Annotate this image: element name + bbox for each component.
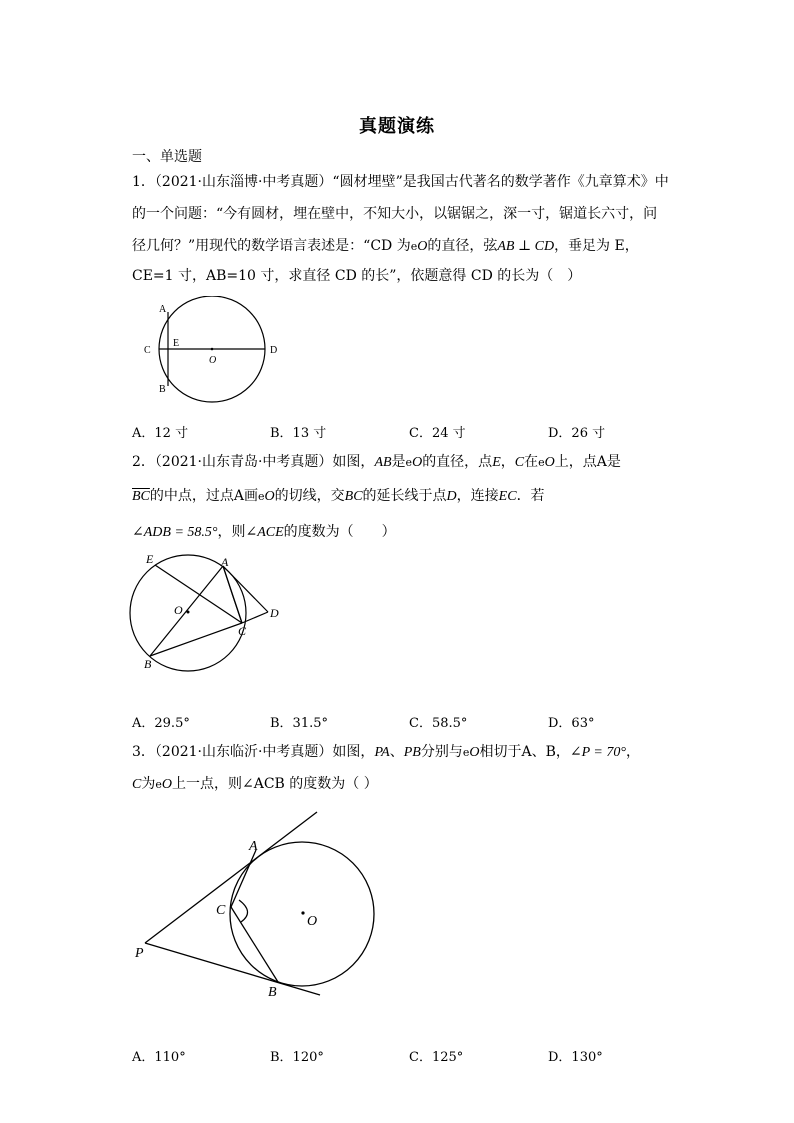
q1-line-4: CE=1 寸，AB=10 寸，求直径 CD 的长”，依题意得 CD 的长为（ ） bbox=[132, 268, 582, 284]
q2-line-1: 2．（2021·山东青岛·中考真题）如图，AB是eO的直径，点E，C在eO上，点A是 bbox=[132, 454, 621, 470]
q1-option-b[interactable]: B．13 寸 bbox=[270, 426, 327, 441]
q1-label-d: D bbox=[270, 345, 278, 356]
section-heading: 一、单选题 bbox=[132, 149, 202, 165]
q3-figure bbox=[130, 808, 390, 1008]
q1-label-a: A bbox=[159, 304, 167, 315]
q2-line-3: ∠ADB = 58.5°，则∠ACE的度数为（ ） bbox=[132, 524, 396, 540]
q3-option-a[interactable]: A．110° bbox=[132, 1050, 186, 1065]
page-title: 真题演练 bbox=[359, 116, 435, 137]
q1-label-e: E bbox=[173, 338, 180, 349]
q2-option-a[interactable]: A．29.5° bbox=[132, 716, 190, 731]
q1-line-1: 1．（2021·山东淄博·中考真题）“圆材埋壁”是我国古代著名的数学著作《九章算术》中 bbox=[132, 174, 669, 190]
q1-option-c[interactable]: C．24 寸 bbox=[409, 426, 466, 441]
q3-line-1: 3．（2021·山东临沂·中考真题）如图，PA、PB分别与eO相切于A、B，∠P = 70°， bbox=[132, 744, 640, 760]
q1-option-d[interactable]: D．26 寸 bbox=[548, 426, 606, 441]
q2-label-b: B bbox=[144, 657, 152, 671]
q3-label-b: B bbox=[268, 985, 277, 1000]
q2-line-2: $\overline{BC}$的中点，过点A画eO的切线，交BC的延长线于点D，连接EC．若 bbox=[132, 488, 545, 504]
q2-label-e: E bbox=[146, 552, 154, 566]
q3-label-a: A bbox=[249, 839, 258, 854]
q2-label-o: O bbox=[174, 603, 183, 617]
q1-label-c: C bbox=[144, 345, 151, 356]
q1-line-3: 径几何？”用现代的数学语言表述是：“CD 为eO的直径，弦AB ⊥ CD，垂足为 E， bbox=[132, 238, 639, 254]
q1-label-o: O bbox=[209, 355, 217, 366]
q3-label-o: O bbox=[307, 914, 318, 929]
q3-option-b[interactable]: B．120° bbox=[270, 1050, 324, 1065]
q2-figure bbox=[128, 550, 298, 675]
q3-option-d[interactable]: D．130° bbox=[548, 1050, 603, 1065]
q3-line-2: C为eO上一点，则∠ACB 的度数为（ ） bbox=[132, 776, 378, 792]
q1-line-2: 的一个问题：“今有圆材，埋在壁中，不知大小，以锯锯之，深一寸，锯道长六寸，问 bbox=[132, 206, 658, 222]
q1-figure bbox=[138, 296, 288, 411]
q2-option-b[interactable]: B．31.5° bbox=[270, 716, 328, 731]
q2-label-a: A bbox=[221, 555, 229, 569]
q1-option-a[interactable]: A．12 寸 bbox=[132, 426, 189, 441]
q2-label-d: D bbox=[270, 606, 279, 620]
q2-option-d[interactable]: D．63° bbox=[548, 716, 595, 731]
q3-label-p: P bbox=[135, 946, 144, 961]
q2-option-c[interactable]: C．58.5° bbox=[409, 716, 468, 731]
q3-option-c[interactable]: C．125° bbox=[409, 1050, 464, 1065]
q3-label-c: C bbox=[216, 903, 226, 918]
q1-label-b: B bbox=[159, 384, 166, 395]
q2-label-c: C bbox=[238, 624, 247, 638]
